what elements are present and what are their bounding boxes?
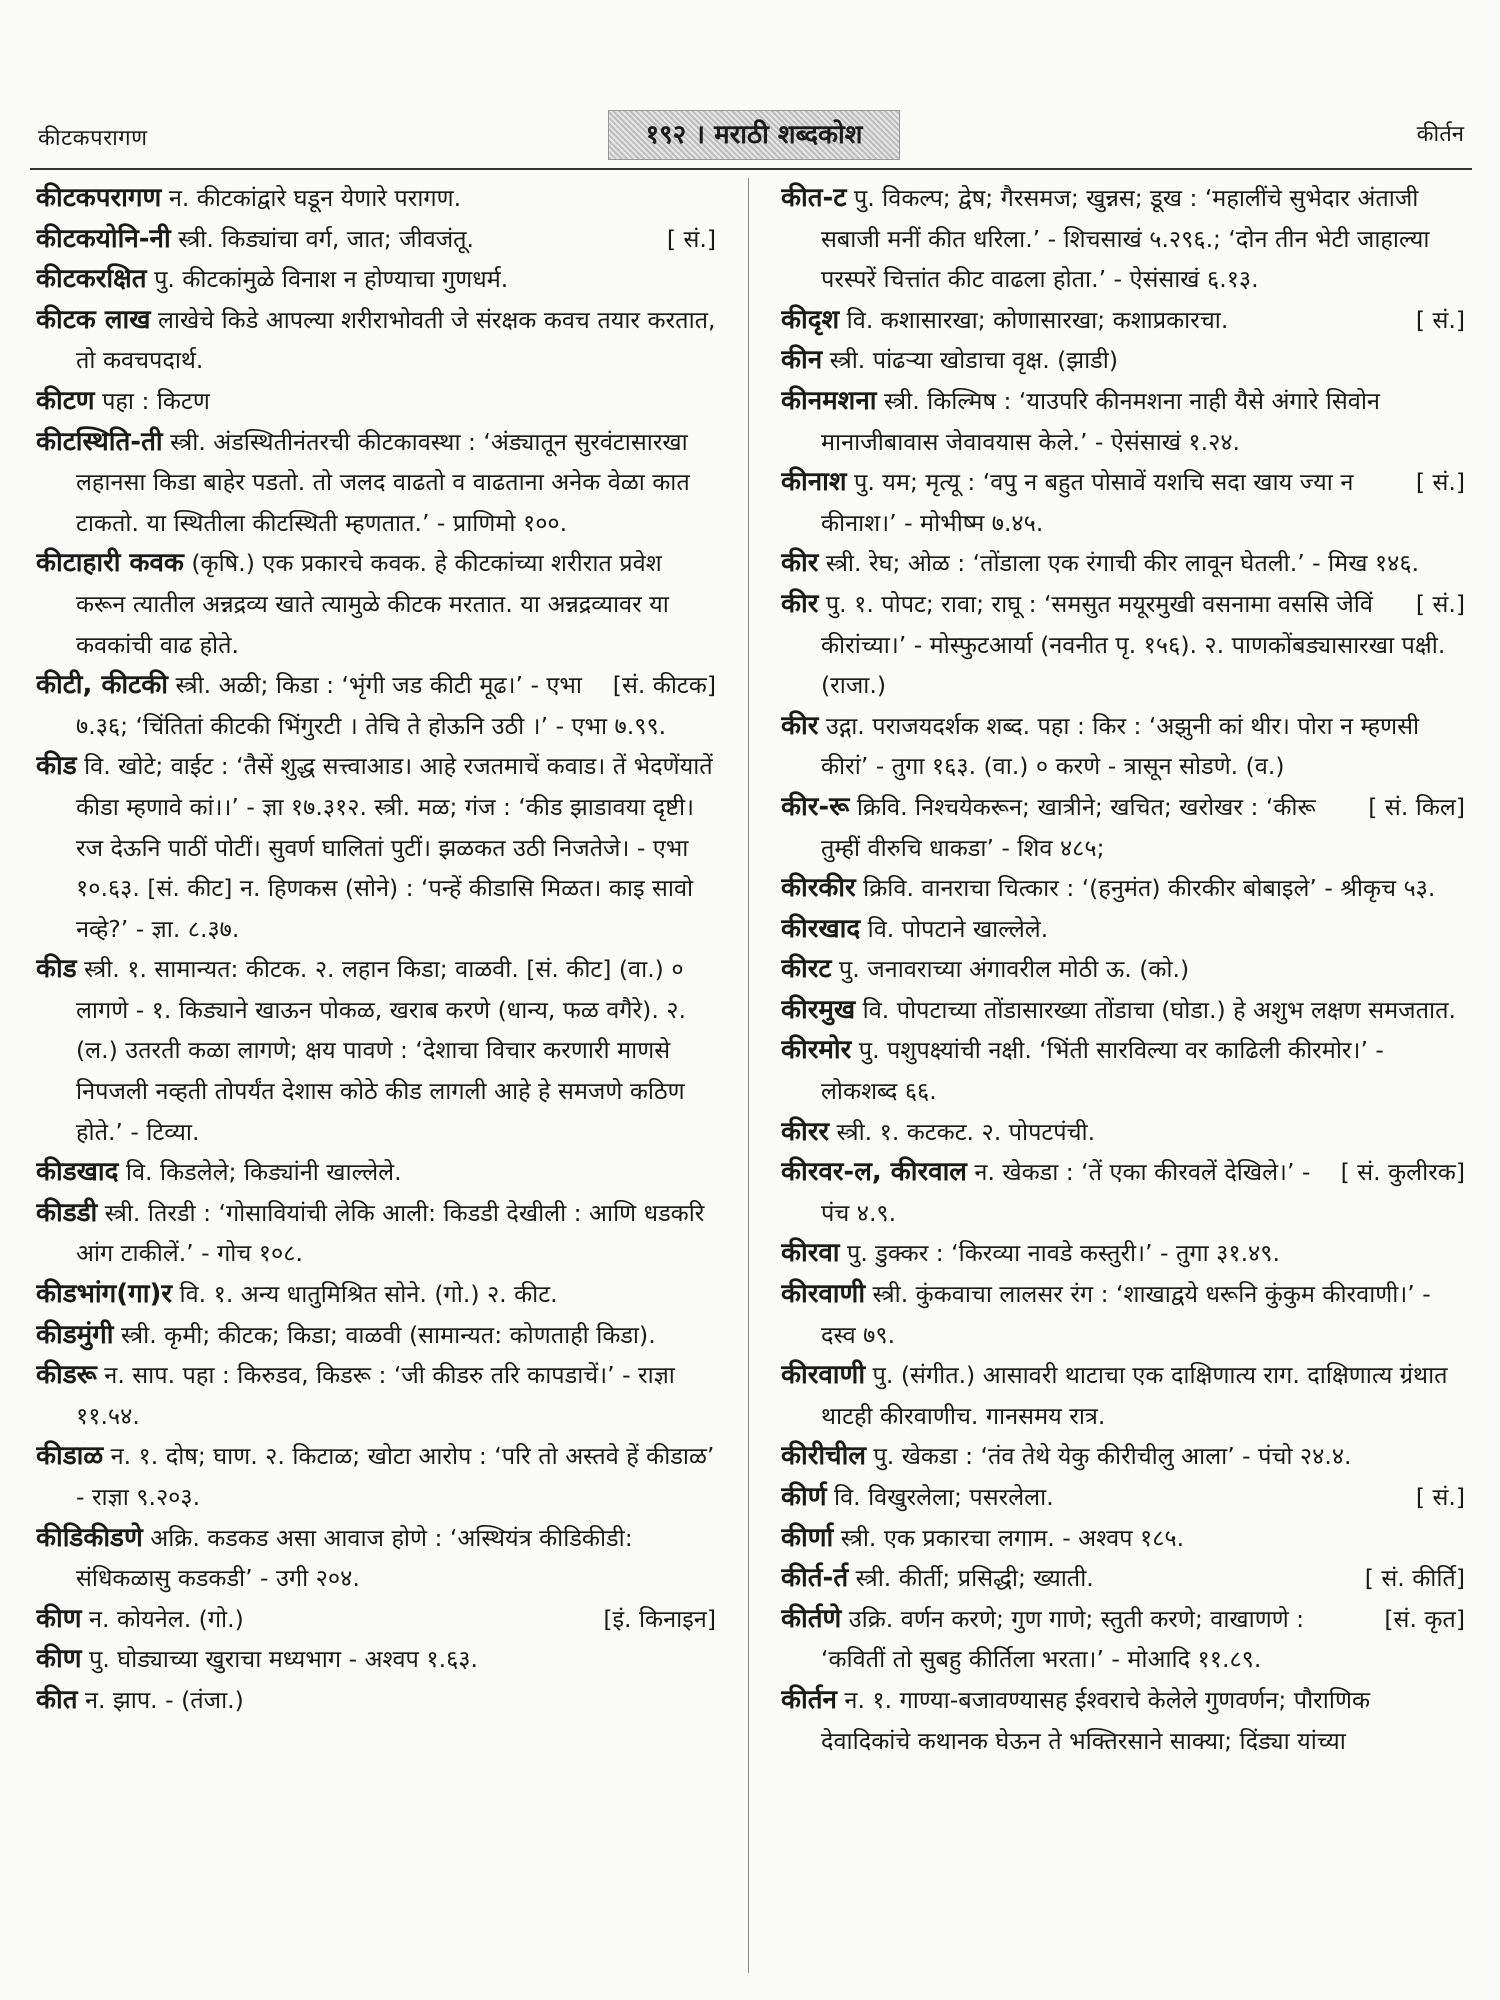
entry-definition: क्रिवि. वानराचा चित्कार : ‘(हनुमंत) कीरकीर बोबाइले’ - श्रीकृच ५३. xyxy=(855,874,1436,903)
dictionary-entry xyxy=(36,300,716,381)
dictionary-entry xyxy=(36,1639,716,1680)
entry-definition: अक्रि. कडकड असा आवाज होणे : ‘अस्थियंत्र कीडिकीडी: संधिकळासु कडकडी’ - उगी २०४. xyxy=(76,1523,633,1593)
headword: कीर्णा xyxy=(781,1522,834,1553)
dictionary-entry xyxy=(781,706,1465,787)
dictionary-entry xyxy=(781,868,1465,909)
etymology-source: [ सं.] xyxy=(1415,589,1465,618)
entry-definition: स्त्री. एक प्रकारचा लगाम. - अश्वप १८५. xyxy=(833,1523,1185,1552)
headword: कीरट xyxy=(781,954,832,985)
dictionary-entry xyxy=(36,381,716,422)
dictionary-entry xyxy=(36,746,716,949)
dictionary-entry xyxy=(781,381,1465,462)
dictionary-entry xyxy=(781,584,1465,706)
headword: कीर्त-र्त xyxy=(781,1563,849,1594)
entry-definition: स्त्री. १. सामान्यत: कीटक. २. लहान किडा; वाळवी. [सं. कीट] (वा.) ० लागणे - १. किड्याने खाऊन पोकळ, खराब करणे (धान्य, फळ वगैरे). २. (ल.) उतरती कळा लागणे; क्षय पावणे : ‘देशाचा विचार करणारी माणसे निपजली नव्हती तोपर्यंत देशास कोठे कीड लागली आहे हे समजणे कठिण होते.’ - टिव्या. xyxy=(76,955,686,1146)
headword: कीडरू xyxy=(36,1360,97,1391)
entry-definition: न. १. गाण्या-बजावण्यासह ईश्वराचे केलेले गुणवर्णन; पौराणिक देवादिकांचे कथानक घेऊन ते भक्तिरसाने साक्या; दिंड्या यांच्या xyxy=(821,1685,1370,1755)
entry-definition: लाखेचे किडे आपल्या शरीराभोवती जे संरक्षक कवच तयार करतात, तो कवचपदार्थ. xyxy=(76,305,716,375)
dictionary-entry xyxy=(36,1436,716,1517)
headword: कीण xyxy=(36,1603,82,1634)
entry-definition: वि. किडलेले; किड्यांनी खाल्लेले. xyxy=(118,1158,402,1187)
headword: कीटकयोनि-नी xyxy=(36,223,171,254)
etymology-source: [ सं.] xyxy=(666,224,716,253)
entry-definition: न. कोयनेल. (गो.) xyxy=(81,1604,244,1633)
right-guide-word: कीर्तन xyxy=(1416,122,1464,147)
headword: कीटी, कीटकी xyxy=(36,670,168,701)
dictionary-entry xyxy=(36,259,716,300)
headword: कीडभांग(गा)र xyxy=(36,1279,173,1310)
entry-definition: स्त्री. तिरडी : ‘गोसावियांची लेकि आली: किडडी देखीली : आणि धडकरि आंग टाकीलें.’ - गोच १०८. xyxy=(76,1198,705,1268)
headword: कीरमुख xyxy=(781,994,856,1025)
headword: कीडखाद xyxy=(36,1157,119,1188)
dictionary-entry xyxy=(36,1193,716,1274)
headword: कीत-ट xyxy=(781,183,847,213)
entry-definition: वि. खोटे; वाईट : ‘तैसें शुद्ध सत्त्वाआड। आहे रजतमाचें कवाड। तें भेदणेंयातें कीडा म्हणावे कां।।’ - ज्ञा १७.३१२. स्त्री. मळ; गंज : ‘कीड झाडावया दृष्टी। रज देऊनि पाठीं पोटीं। सुवर्ण घालितां पुटीं। झळकत उठी निजतेजे। - एभा १०.६३. [सं. कीट] न. हिणकस (सोने) : ‘पन्हें कीडासि मिळत। काइ सावो नव्हे?’ - ज्ञा. ८.३७. xyxy=(76,752,713,943)
headword: कीर्ण xyxy=(781,1482,827,1512)
dictionary-entry xyxy=(36,1152,716,1193)
entry-definition: पु. कीटकांमुळे विनाश न होण्याचा गुणधर्म. xyxy=(146,265,509,294)
headword: कीरवर-ल, कीरवाल xyxy=(781,1157,967,1188)
dictionary-entry xyxy=(781,1152,1465,1233)
headword: कीडाळ xyxy=(36,1441,104,1472)
entry-definition: स्त्री. पांढऱ्या खोडाचा वृक्ष. (झाडी) xyxy=(822,346,1119,375)
dictionary-entry xyxy=(781,787,1465,868)
entry-definition: (कृषि.) एक प्रकारचे कवक. हे कीटकांच्या शरीरात प्रवेश करून त्यातील अन्नद्रव्य खाते त्यामुळे कीटक मरतात. या अन्नद्रव्यावर या कवकांची वाढ होते. xyxy=(76,549,669,659)
headword: कीड xyxy=(36,751,77,782)
entry-definition: पु. यम; मृत्यू : ‘वपु न बहुत पोसावें यशचि सदा खाय ज्या न कीनाश।’ - मोभीष्म ७.४५. xyxy=(821,468,1354,537)
dictionary-entry xyxy=(781,1680,1465,1761)
entry-definition: स्त्री. अंडस्थितीनंतरची कीटकावस्था : ‘अंड्यातून सुरवंटासारखा लहानसा किडा बाहेर पडतो. तो जलद वाढतो व वाढताना अनेक वेळा कात टाकतो. या स्थितीला कीटस्थिती म्हणतात.’ - प्राणिमो १००. xyxy=(76,427,690,537)
dictionary-entry xyxy=(781,1030,1465,1111)
etymology-source: [ सं.] xyxy=(1415,1483,1465,1511)
headword: कीर xyxy=(781,710,819,741)
entry-definition: स्त्री. १. कटकट. २. पोपटपंची. xyxy=(828,1117,1096,1146)
entry-definition: वि. १. अन्य धातुमिश्रित सोने. (गो.) २. कीट. xyxy=(172,1280,558,1309)
entry-definition: पु. डुक्कर : ‘किरव्या नावडे कस्तुरी।’ - तुगा ३१.४९. xyxy=(839,1239,1280,1268)
headword: कीदृश xyxy=(781,304,840,335)
dictionary-entry xyxy=(781,300,1465,341)
entry-definition: पु. १. पोपट; रावा; राघू : ‘समसुत मयूरमुखी वसनामा वससि जेविं कीरांच्या।’ - मोस्फुटआर्या (नवनीत पृ. १५६). २. पाणकोंबड्यासारखा पक्षी. (राजा.) xyxy=(818,589,1446,700)
headword: कीर xyxy=(781,588,819,619)
headword: कीन xyxy=(781,345,823,376)
entry-definition: स्त्री. कीर्ती; प्रसिद्धी; ख्याती. xyxy=(848,1564,1094,1593)
headword: कीण xyxy=(36,1644,82,1675)
dictionary-entry xyxy=(781,1233,1465,1274)
dictionary-entry xyxy=(781,1112,1465,1153)
dictionary-entry xyxy=(36,1274,716,1315)
entry-definition: क्रिवि. निश्चयेकरून; खात्रीने; खचित; खरोखर : ‘कीरू तुम्हीं वीरुचि धाकडा’ - शिव ४८५; xyxy=(821,792,1316,862)
etymology-source: [ सं. किल] xyxy=(1368,792,1465,821)
column-divider xyxy=(748,178,749,1973)
etymology-source: [सं. कीटक] xyxy=(612,671,716,700)
dictionary-entry xyxy=(781,462,1465,543)
right-column xyxy=(781,178,1465,1978)
dictionary-entry xyxy=(36,1680,716,1721)
headword: कीरवाणी xyxy=(781,1360,866,1391)
entry-definition: वि. पोपटाच्या तोंडासारख्या तोंडाचा (घोडा.) हे अशुभ लक्षण समजतात. xyxy=(855,995,1456,1024)
entry-definition: पु. (संगीत.) आसावरी थाटाचा एक दाक्षिणात्य राग. दाक्षिणात्य ग्रंथात थाटही कीरवाणीच. गानसमय रात्र. xyxy=(821,1361,1448,1430)
entry-definition: न. साप. पहा : किरुडव, किडरू : ‘जी कीडरु तरि कापडाचें।’ - राज्ञा ११.५४. xyxy=(76,1361,675,1430)
dictionary-entry xyxy=(36,1599,716,1640)
header-rule xyxy=(30,168,1472,170)
page-number-title: १९२ । मराठी शब्दकोश xyxy=(608,110,900,160)
left-column xyxy=(36,178,716,1978)
entry-definition: न. कीटकांद्वारे घडून येणारे परागण. xyxy=(161,184,462,212)
headword: कीनमशना xyxy=(781,385,877,416)
dictionary-entry xyxy=(781,340,1465,381)
entry-definition: स्त्री. किड्यांचा वर्ग, जात; जीवजंतू. xyxy=(170,224,475,253)
dictionary-entry xyxy=(36,1518,716,1599)
entry-definition: न. १. दोष; घाण. २. किटाळ; खोटा आरोप : ‘परि तो अस्तवे हें कीडाळ’ - राज्ञा ९.२०३. xyxy=(76,1442,715,1511)
entry-definition: पु. घोड्याच्या खुराचा मध्यभाग - अश्वप १.६३. xyxy=(81,1645,478,1674)
dictionary-entry xyxy=(36,178,716,219)
entry-definition: वि. पोपटाने खाल्लेले. xyxy=(860,914,1049,943)
dictionary-entry xyxy=(781,1436,1465,1477)
entry-definition: स्त्री. किल्मिष : ‘याउपरि कीनमशना नाही यैसे अंगारे सिवोन मानाजीबावास जेवावयास केले.’ - ऐसंसाखं १.२४. xyxy=(821,386,1380,456)
entry-definition: पु. पशुपक्ष्यांची नक्षी. ‘भिंती सारविल्या वर काढिली कीरमोर।’ - लोकशब्द ६६. xyxy=(821,1036,1384,1106)
dictionary-entry xyxy=(36,1355,716,1436)
dictionary-entry xyxy=(781,1477,1465,1518)
headword: कीटस्थिति-ती xyxy=(36,426,163,457)
dictionary-entry xyxy=(781,1355,1465,1436)
headword: कीटकरक्षित xyxy=(36,264,147,295)
dictionary-entry xyxy=(781,1558,1465,1599)
entry-definition: पहा : किटण xyxy=(94,386,210,415)
left-guide-word: कीटकपरागण xyxy=(38,126,148,151)
headword: कीरवाणी xyxy=(781,1279,866,1310)
headword: कीरर xyxy=(781,1116,829,1147)
entry-definition: वि. कशासारखा; कोणासारखा; कशाप्रकारचा. xyxy=(839,305,1229,334)
entry-definition: न. खेकडा : ‘तें एका कीरवलें देखिले।’ - पंच ४.९. xyxy=(821,1158,1311,1227)
entry-definition: वि. विखुरलेला; पसरलेला. xyxy=(826,1483,1054,1511)
headword: कीडमुंगी xyxy=(36,1319,114,1350)
headword: कीर-रू xyxy=(781,791,850,822)
etymology-source: [ सं.] xyxy=(1415,468,1465,497)
dictionary-entry xyxy=(781,1599,1465,1680)
etymology-source: [ सं. कुलीरक] xyxy=(1340,1158,1465,1187)
dictionary-entry xyxy=(781,949,1465,990)
dictionary-entry xyxy=(781,909,1465,950)
entry-definition: पु. खेकडा : ‘तंव तेथे येकु कीरीचीलु आला’ - पंचो २४.४. xyxy=(865,1442,1352,1471)
headword: कीडिकीडणे xyxy=(36,1522,143,1553)
dictionary-entry xyxy=(781,178,1465,300)
entry-definition: पु. विकल्प; द्वेष; गैरसमज; खुन्नस; डूख : ‘महालींचे सुभेदार अंताजी सबाजी मनीं कीत धरिला.’ - शिचसाखं ५.२९६.; ‘दोन तीन भेटी जाहाल्या परस्परें चित्तांत कीट वाढला होता.’ - ऐसंसाखं ६.१३. xyxy=(821,184,1430,294)
etymology-source: [सं. कृत] xyxy=(1384,1604,1465,1633)
headword: कीड xyxy=(36,954,77,985)
entry-definition: पु. जनावराच्या अंगावरील मोठी ऊ. (को.) xyxy=(831,955,1190,984)
etymology-source: [इं. किनाइन] xyxy=(603,1604,716,1633)
etymology-source: [ सं.] xyxy=(1415,305,1465,334)
dictionary-entry xyxy=(36,422,716,544)
headword: कीरखाद xyxy=(781,913,861,944)
headword: कीर्तन xyxy=(781,1684,837,1715)
headword: कीरकीर xyxy=(781,873,856,904)
dictionary-entry xyxy=(36,665,716,746)
headword: कीर xyxy=(781,548,819,579)
entry-definition: उद्गा. पराजयदर्शक शब्द. पहा : किर : ‘अझुनी कां थीर। पोरा न म्हणसी कीरां’ - तुगा १६३. (वा.) ० करणे - त्रासून सोडणे. (व.) xyxy=(818,711,1420,781)
entry-definition: स्त्री. कुंकवाचा लालसर रंग : ‘शाखाद्वये धरूनि कुंकुम कीरवाणी।’ - दस्व ७९. xyxy=(821,1280,1431,1349)
headword: कीटण xyxy=(36,385,95,416)
headword: कीरीचील xyxy=(781,1441,866,1472)
headword: कीत xyxy=(36,1684,78,1715)
dictionary-entry xyxy=(36,219,716,260)
dictionary-entry xyxy=(781,1518,1465,1559)
headword: कीर्तणे xyxy=(781,1603,842,1634)
dictionary-entry xyxy=(36,1315,716,1356)
headword: कीनाश xyxy=(781,467,847,498)
entry-definition: उक्रि. वर्णन करणे; गुण गाणे; स्तुती करणे; वाखाणणे : ‘कवितीं तो सुबहु कीर्तिला भरता।’ - मोआदि ११.८९. xyxy=(821,1604,1305,1674)
dictionary-entry xyxy=(36,543,716,665)
headword: कीरमोर xyxy=(781,1035,852,1066)
dictionary-entry xyxy=(781,543,1465,584)
page-header xyxy=(0,0,1500,170)
headword: कीडडी xyxy=(36,1197,98,1228)
entry-definition: स्त्री. अळी; किडा : ‘भृंगी जड कीटी मूढ।’ - एभा ७.३६; ‘चिंतितां कीटकी भिंगुरटी । तेचि ते होऊनि उठी ।’ - एभा ७.९९. xyxy=(76,671,667,740)
headword: कीटकपरागण xyxy=(36,183,162,213)
dictionary-entry xyxy=(36,949,716,1152)
headword: कीटक लाख xyxy=(36,304,151,335)
headword: कीरवा xyxy=(781,1238,840,1269)
etymology-source: [ सं. कीर्ति] xyxy=(1364,1564,1465,1593)
entry-definition: न. झाप. - (तंजा.) xyxy=(77,1685,244,1714)
dictionary-entry xyxy=(781,1274,1465,1355)
headword: कीटाहारी कवक xyxy=(36,548,184,579)
entry-definition: स्त्री. रेघ; ओळ : ‘तोंडाला एक रंगाची कीर लावून घेतली.’ - मिख १४६. xyxy=(818,549,1420,578)
dictionary-entry xyxy=(781,990,1465,1031)
entry-definition: स्त्री. कृमी; कीटक; किडा; वाळवी (सामान्यत: कोणताही किडा). xyxy=(113,1320,656,1349)
